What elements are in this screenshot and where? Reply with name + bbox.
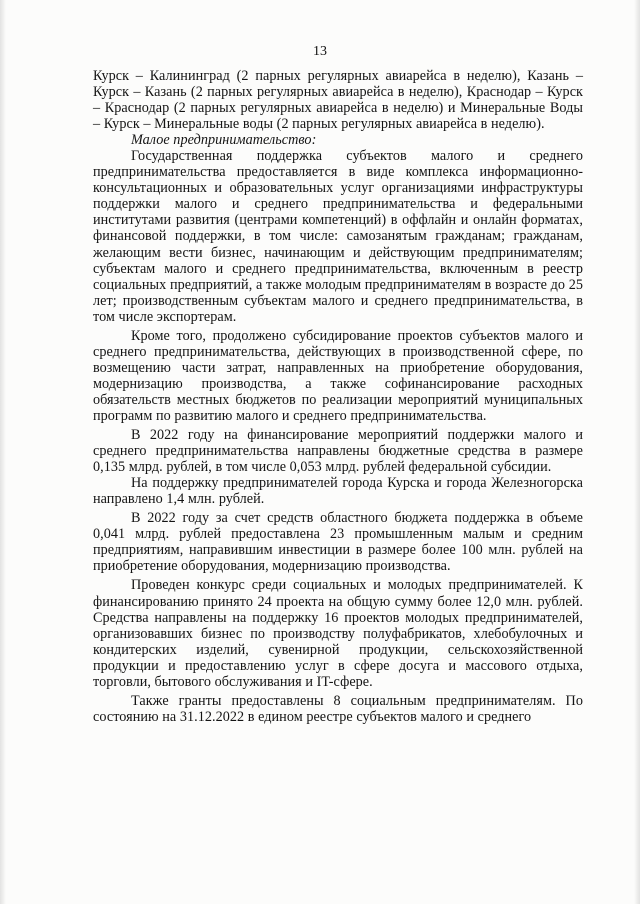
scan-edge-left bbox=[0, 0, 6, 904]
page-number: 13 bbox=[313, 44, 327, 59]
paragraph-grants: Также гранты предоставлены 8 социальным предпринимателям. По состоянию на 31.12.2022 в едином реестре субъектов малого и среднего bbox=[93, 692, 583, 725]
paragraph-subsidies: Кроме того, продолжено субсидирование проектов субъектов малого и среднего предпринимательства, действующих в производственной сфере, по возмещению части затрат, направленных на приобретение оборудования, модернизацию производства, а также софинансирование расходных обязательств местных бюджетов по реализации мероприятий муниципальных программ по развитию малого и среднего предпринимательства. bbox=[93, 327, 583, 424]
paragraph-kursk-zheleznogorsk: На поддержку предпринимателей города Курска и города Железногорска направлено 1,4 млн. рублей. bbox=[93, 475, 583, 508]
paragraph-contest: Проведен конкурс среди социальных и молодых предпринимателей. К финансированию принято 24 проекта на общую сумму более 12,0 млн. рублей. Средства направлены на поддержку 16 проектов молодых предпринимателей, организовавших бизнес по производству полуфабрикатов, хлебобулочных и кондитерских изделий, сувенирной продукции, сельскохозяйственной продукции и предоставлению услуг в сфере досуга и массового отдыха, торговли, бытового обслуживания и IT-сфере. bbox=[93, 577, 583, 690]
paragraph-flights: Курск – Калининград (2 парных регулярных авиарейса в неделю), Казань – Курск – Казань (2 парных регулярных авиарейса в неделю), Краснодар – Курск – Краснодар (2 парных регулярных авиарейса в неделю) и Минеральные Воды – Курск – Минеральные воды (2 парных регулярных авиарейса в неделю). bbox=[93, 68, 583, 133]
paragraph-regional-budget: В 2022 году за счет средств областного бюджета поддержка в объеме 0,041 млрд. рублей предоставлена 23 промышленным малым и средним предприятиям, направившим инвестиции в размере более 100 млн. рублей на приобретение оборудования, модернизацию производства. bbox=[93, 510, 583, 575]
section-heading-small-business: Малое предпринимательство: bbox=[131, 132, 317, 149]
document-body bbox=[93, 68, 583, 725]
paragraph-state-support: Государственная поддержка субъектов малого и среднего предпринимательства предоставляется в виде комплекса информационно-консультационных и образовательных услуг организациями инфраструктуры поддержки малого и среднего предпринимательства и федеральными институтами развития (центрами компетенций) в оффлайн и онлайн форматах, финансовой поддержки, в том числе: самозанятым гражданам; гражданам, желающим вести бизнес, начинающим и действующим предпринимателям; субъектам малого и среднего предпринимательства, включенным в реестр социальных предприятий, а также молодым предпринимателям в возрасте до 25 лет; производственным субъектам малого и среднего предпринимательства, в том числе экспортерам. bbox=[93, 148, 583, 325]
scan-edge-right bbox=[634, 0, 640, 904]
paragraph-budget-2022: В 2022 году на финансирование мероприятий поддержки малого и среднего предпринимательства направлены бюджетные средства в размере 0,135 млрд. рублей, в том числе 0,053 млрд. рублей федеральной субсидии. bbox=[93, 427, 583, 476]
